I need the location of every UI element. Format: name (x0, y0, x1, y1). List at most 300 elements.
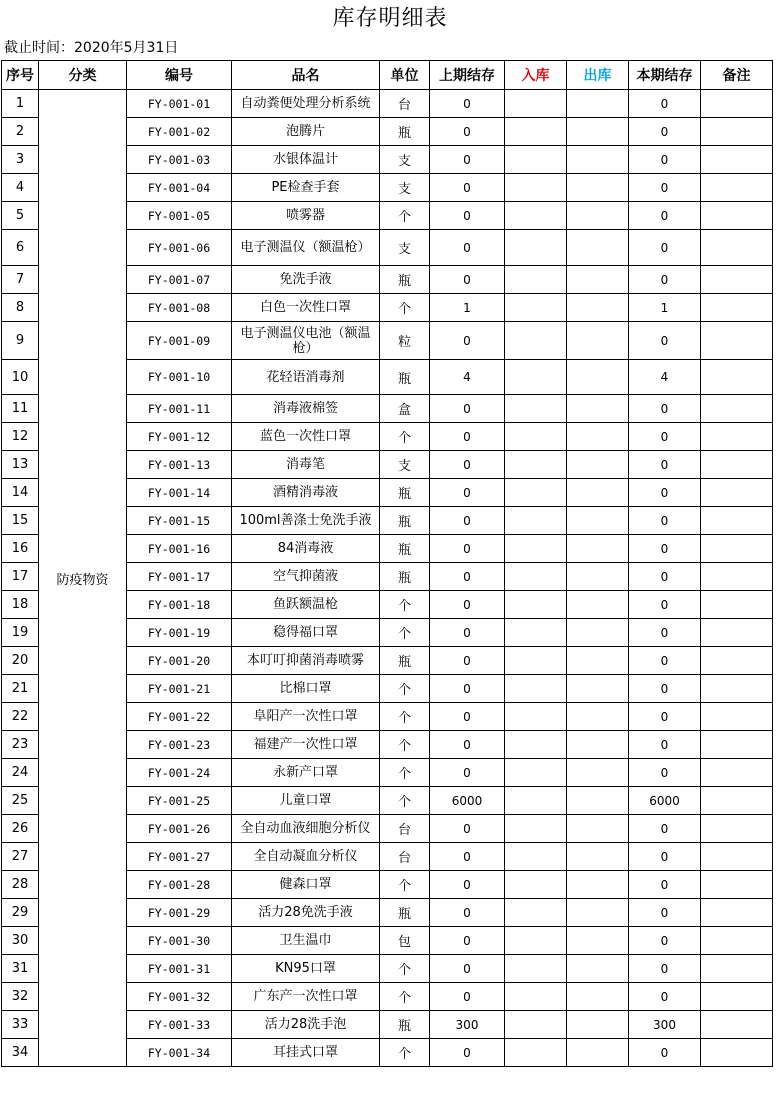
cell-name[interactable]: 免洗手液 (232, 266, 380, 294)
cell-name[interactable]: 永新产口罩 (232, 759, 380, 787)
cell-prev-balance[interactable]: 0 (430, 395, 505, 423)
cell-note[interactable] (701, 703, 773, 731)
cell-outbound[interactable] (567, 955, 629, 983)
cell-name[interactable]: 健森口罩 (232, 871, 380, 899)
cell-prev-balance[interactable]: 0 (430, 759, 505, 787)
cell-inbound[interactable] (505, 90, 567, 118)
cell-note[interactable] (701, 815, 773, 843)
cell-no[interactable]: 1 (2, 90, 39, 118)
cell-inbound[interactable] (505, 787, 567, 815)
cell-code[interactable]: FY-001-06 (127, 230, 232, 266)
cell-name[interactable]: 儿童口罩 (232, 787, 380, 815)
cell-code[interactable]: FY-001-32 (127, 983, 232, 1011)
cell-outbound[interactable] (567, 322, 629, 360)
cell-current-balance[interactable]: 0 (629, 899, 701, 927)
cell-outbound[interactable] (567, 266, 629, 294)
cell-inbound[interactable] (505, 535, 567, 563)
cell-no[interactable]: 28 (2, 871, 39, 899)
cell-name[interactable]: 耳挂式口罩 (232, 1039, 380, 1067)
cell-no[interactable]: 8 (2, 294, 39, 322)
cell-inbound[interactable] (505, 983, 567, 1011)
cell-prev-balance[interactable]: 0 (430, 118, 505, 146)
cell-current-balance[interactable]: 0 (629, 322, 701, 360)
cell-inbound[interactable] (505, 507, 567, 535)
cell-unit[interactable]: 台 (380, 815, 430, 843)
cell-note[interactable] (701, 360, 773, 395)
cell-unit[interactable]: 个 (380, 294, 430, 322)
cell-outbound[interactable] (567, 703, 629, 731)
cell-no[interactable]: 31 (2, 955, 39, 983)
cell-name[interactable]: 泡腾片 (232, 118, 380, 146)
cell-outbound[interactable] (567, 591, 629, 619)
cell-outbound[interactable] (567, 871, 629, 899)
cell-outbound[interactable] (567, 451, 629, 479)
cell-current-balance[interactable]: 0 (629, 619, 701, 647)
cell-note[interactable] (701, 535, 773, 563)
cell-prev-balance[interactable]: 0 (430, 619, 505, 647)
cell-current-balance[interactable]: 0 (629, 535, 701, 563)
cell-unit[interactable]: 瓶 (380, 535, 430, 563)
cell-unit[interactable]: 瓶 (380, 647, 430, 675)
cell-name[interactable]: 活力28洗手泡 (232, 1011, 380, 1039)
cell-current-balance[interactable]: 0 (629, 955, 701, 983)
cell-note[interactable] (701, 899, 773, 927)
cell-inbound[interactable] (505, 294, 567, 322)
cell-unit[interactable]: 瓶 (380, 899, 430, 927)
cell-inbound[interactable] (505, 174, 567, 202)
cell-current-balance[interactable]: 0 (629, 563, 701, 591)
cell-prev-balance[interactable]: 0 (430, 535, 505, 563)
cell-prev-balance[interactable]: 0 (430, 815, 505, 843)
cell-outbound[interactable] (567, 395, 629, 423)
cell-prev-balance[interactable]: 0 (430, 675, 505, 703)
cell-unit[interactable]: 个 (380, 423, 430, 451)
cell-note[interactable] (701, 759, 773, 787)
cell-no[interactable]: 15 (2, 507, 39, 535)
cell-name[interactable]: 福建产一次性口罩 (232, 731, 380, 759)
cell-no[interactable]: 17 (2, 563, 39, 591)
cell-unit[interactable]: 瓶 (380, 507, 430, 535)
cell-inbound[interactable] (505, 955, 567, 983)
cell-code[interactable]: FY-001-10 (127, 360, 232, 395)
cell-outbound[interactable] (567, 787, 629, 815)
cell-name[interactable]: 活力28免洗手液 (232, 899, 380, 927)
cell-inbound[interactable] (505, 146, 567, 174)
cell-outbound[interactable] (567, 843, 629, 871)
cell-code[interactable]: FY-001-31 (127, 955, 232, 983)
cell-name[interactable]: 消毒笔 (232, 451, 380, 479)
cell-note[interactable] (701, 423, 773, 451)
cell-note[interactable] (701, 619, 773, 647)
cell-unit[interactable]: 个 (380, 703, 430, 731)
cell-current-balance[interactable]: 0 (629, 591, 701, 619)
cell-inbound[interactable] (505, 230, 567, 266)
cell-prev-balance[interactable]: 0 (430, 322, 505, 360)
cell-outbound[interactable] (567, 118, 629, 146)
cell-no[interactable]: 30 (2, 927, 39, 955)
cell-code[interactable]: FY-001-02 (127, 118, 232, 146)
cell-inbound[interactable] (505, 619, 567, 647)
cell-prev-balance[interactable]: 0 (430, 731, 505, 759)
cell-name[interactable]: 消毒液棉签 (232, 395, 380, 423)
cell-current-balance[interactable]: 0 (629, 146, 701, 174)
cell-unit[interactable]: 台 (380, 843, 430, 871)
cell-code[interactable]: FY-001-15 (127, 507, 232, 535)
cell-no[interactable]: 24 (2, 759, 39, 787)
cell-no[interactable]: 2 (2, 118, 39, 146)
cell-no[interactable]: 7 (2, 266, 39, 294)
cell-code[interactable]: FY-001-28 (127, 871, 232, 899)
header-name[interactable]: 品名 (232, 61, 380, 90)
cell-note[interactable] (701, 230, 773, 266)
cell-note[interactable] (701, 266, 773, 294)
cell-name[interactable]: 喷雾器 (232, 202, 380, 230)
cell-inbound[interactable] (505, 423, 567, 451)
cell-unit[interactable]: 支 (380, 174, 430, 202)
cell-unit[interactable]: 瓶 (380, 266, 430, 294)
cell-outbound[interactable] (567, 479, 629, 507)
cell-unit[interactable]: 个 (380, 731, 430, 759)
cell-unit[interactable]: 瓶 (380, 479, 430, 507)
cell-inbound[interactable] (505, 843, 567, 871)
cell-unit[interactable]: 个 (380, 1039, 430, 1067)
cell-no[interactable]: 11 (2, 395, 39, 423)
cell-outbound[interactable] (567, 563, 629, 591)
cell-outbound[interactable] (567, 174, 629, 202)
cell-current-balance[interactable]: 0 (629, 395, 701, 423)
cell-code[interactable]: FY-001-34 (127, 1039, 232, 1067)
cell-code[interactable]: FY-001-09 (127, 322, 232, 360)
cell-prev-balance[interactable]: 0 (430, 955, 505, 983)
cell-outbound[interactable] (567, 507, 629, 535)
cell-no[interactable]: 3 (2, 146, 39, 174)
cell-no[interactable]: 19 (2, 619, 39, 647)
cell-unit[interactable]: 粒 (380, 322, 430, 360)
cell-name[interactable]: 鱼跃额温枪 (232, 591, 380, 619)
header-code[interactable]: 编号 (127, 61, 232, 90)
cell-name[interactable]: 卫生温巾 (232, 927, 380, 955)
cell-no[interactable]: 29 (2, 899, 39, 927)
cell-inbound[interactable] (505, 1011, 567, 1039)
cell-note[interactable] (701, 927, 773, 955)
cell-no[interactable]: 22 (2, 703, 39, 731)
cell-code[interactable]: FY-001-14 (127, 479, 232, 507)
cell-note[interactable] (701, 451, 773, 479)
cell-code[interactable]: FY-001-18 (127, 591, 232, 619)
cell-outbound[interactable] (567, 815, 629, 843)
cell-note[interactable] (701, 90, 773, 118)
cell-code[interactable]: FY-001-23 (127, 731, 232, 759)
cell-note[interactable] (701, 647, 773, 675)
cell-current-balance[interactable]: 0 (629, 647, 701, 675)
cell-inbound[interactable] (505, 927, 567, 955)
cell-no[interactable]: 23 (2, 731, 39, 759)
cell-name[interactable]: PE检查手套 (232, 174, 380, 202)
cell-prev-balance[interactable]: 0 (430, 647, 505, 675)
cell-note[interactable] (701, 675, 773, 703)
cell-unit[interactable]: 包 (380, 927, 430, 955)
cell-note[interactable] (701, 322, 773, 360)
cell-inbound[interactable] (505, 451, 567, 479)
cell-note[interactable] (701, 479, 773, 507)
cell-outbound[interactable] (567, 423, 629, 451)
cell-no[interactable]: 14 (2, 479, 39, 507)
cell-code[interactable]: FY-001-30 (127, 927, 232, 955)
cell-code[interactable]: FY-001-08 (127, 294, 232, 322)
cell-name[interactable]: 白色一次性口罩 (232, 294, 380, 322)
cell-code[interactable]: FY-001-13 (127, 451, 232, 479)
cell-no[interactable]: 21 (2, 675, 39, 703)
cell-name[interactable]: 100ml善涤士免洗手液 (232, 507, 380, 535)
cell-note[interactable] (701, 202, 773, 230)
cell-prev-balance[interactable]: 0 (430, 507, 505, 535)
cell-current-balance[interactable]: 0 (629, 675, 701, 703)
cell-no[interactable]: 32 (2, 983, 39, 1011)
header-unit[interactable]: 单位 (380, 61, 430, 90)
cell-unit[interactable]: 支 (380, 451, 430, 479)
cell-name[interactable]: 电子测温仪（额温枪） (232, 230, 380, 266)
header-category[interactable]: 分类 (39, 61, 127, 90)
cell-current-balance[interactable]: 4 (629, 360, 701, 395)
cell-current-balance[interactable]: 6000 (629, 787, 701, 815)
cell-note[interactable] (701, 1011, 773, 1039)
cell-unit[interactable]: 瓶 (380, 360, 430, 395)
cell-name[interactable]: 花轻语消毒剂 (232, 360, 380, 395)
cell-prev-balance[interactable]: 0 (430, 591, 505, 619)
cell-unit[interactable]: 瓶 (380, 118, 430, 146)
cell-current-balance[interactable]: 0 (629, 927, 701, 955)
cell-inbound[interactable] (505, 360, 567, 395)
cell-note[interactable] (701, 871, 773, 899)
cell-inbound[interactable] (505, 118, 567, 146)
cell-no[interactable]: 34 (2, 1039, 39, 1067)
cell-prev-balance[interactable]: 0 (430, 927, 505, 955)
cell-name[interactable]: KN95口罩 (232, 955, 380, 983)
cell-no[interactable]: 10 (2, 360, 39, 395)
cell-no[interactable]: 6 (2, 230, 39, 266)
cell-current-balance[interactable]: 0 (629, 90, 701, 118)
cell-note[interactable] (701, 118, 773, 146)
cell-outbound[interactable] (567, 731, 629, 759)
cell-code[interactable]: FY-001-24 (127, 759, 232, 787)
cell-code[interactable]: FY-001-29 (127, 899, 232, 927)
cell-no[interactable]: 33 (2, 1011, 39, 1039)
cell-unit[interactable]: 个 (380, 871, 430, 899)
cell-inbound[interactable] (505, 266, 567, 294)
cell-current-balance[interactable]: 0 (629, 451, 701, 479)
cell-inbound[interactable] (505, 479, 567, 507)
cell-inbound[interactable] (505, 899, 567, 927)
cell-code[interactable]: FY-001-27 (127, 843, 232, 871)
cell-inbound[interactable] (505, 759, 567, 787)
cell-prev-balance[interactable]: 0 (430, 451, 505, 479)
cell-unit[interactable]: 个 (380, 591, 430, 619)
cell-prev-balance[interactable]: 300 (430, 1011, 505, 1039)
header-prev-balance[interactable]: 上期结存 (430, 61, 505, 90)
cell-current-balance[interactable]: 0 (629, 118, 701, 146)
cell-no[interactable]: 9 (2, 322, 39, 360)
cell-unit[interactable]: 个 (380, 983, 430, 1011)
cell-outbound[interactable] (567, 294, 629, 322)
cell-prev-balance[interactable]: 0 (430, 479, 505, 507)
header-current-balance[interactable]: 本期结存 (629, 61, 701, 90)
cell-code[interactable]: FY-001-25 (127, 787, 232, 815)
cell-category[interactable]: 防疫物资 (39, 90, 127, 1067)
cell-inbound[interactable] (505, 563, 567, 591)
cell-no[interactable]: 13 (2, 451, 39, 479)
cell-name[interactable]: 广东产一次性口罩 (232, 983, 380, 1011)
cell-name[interactable]: 空气抑菌液 (232, 563, 380, 591)
cell-unit[interactable]: 瓶 (380, 1011, 430, 1039)
cell-outbound[interactable] (567, 619, 629, 647)
cell-code[interactable]: FY-001-20 (127, 647, 232, 675)
cell-inbound[interactable] (505, 395, 567, 423)
cell-outbound[interactable] (567, 90, 629, 118)
cell-outbound[interactable] (567, 1011, 629, 1039)
cell-name[interactable]: 比棉口罩 (232, 675, 380, 703)
cell-name[interactable]: 电子测温仪电池（额温枪） (232, 322, 380, 360)
cell-unit[interactable]: 个 (380, 675, 430, 703)
cell-name[interactable]: 蓝色一次性口罩 (232, 423, 380, 451)
header-no[interactable]: 序号 (2, 61, 39, 90)
cell-code[interactable]: FY-001-12 (127, 423, 232, 451)
cell-prev-balance[interactable]: 0 (430, 230, 505, 266)
cell-no[interactable]: 20 (2, 647, 39, 675)
cell-prev-balance[interactable]: 0 (430, 983, 505, 1011)
cell-inbound[interactable] (505, 202, 567, 230)
cell-inbound[interactable] (505, 591, 567, 619)
cell-no[interactable]: 12 (2, 423, 39, 451)
cell-no[interactable]: 16 (2, 535, 39, 563)
cell-code[interactable]: FY-001-11 (127, 395, 232, 423)
cell-outbound[interactable] (567, 675, 629, 703)
cell-outbound[interactable] (567, 899, 629, 927)
cell-code[interactable]: FY-001-33 (127, 1011, 232, 1039)
cell-name[interactable]: 酒精消毒液 (232, 479, 380, 507)
cell-note[interactable] (701, 1039, 773, 1067)
cell-outbound[interactable] (567, 759, 629, 787)
cell-prev-balance[interactable]: 0 (430, 202, 505, 230)
cell-code[interactable]: FY-001-19 (127, 619, 232, 647)
cell-current-balance[interactable]: 0 (629, 230, 701, 266)
cell-unit[interactable]: 个 (380, 955, 430, 983)
cell-outbound[interactable] (567, 230, 629, 266)
cell-code[interactable]: FY-001-04 (127, 174, 232, 202)
cell-code[interactable]: FY-001-05 (127, 202, 232, 230)
cell-inbound[interactable] (505, 815, 567, 843)
cell-unit[interactable]: 个 (380, 619, 430, 647)
cell-name[interactable]: 84消毒液 (232, 535, 380, 563)
cell-prev-balance[interactable]: 0 (430, 871, 505, 899)
cell-inbound[interactable] (505, 322, 567, 360)
cell-note[interactable] (701, 843, 773, 871)
cell-note[interactable] (701, 983, 773, 1011)
cell-current-balance[interactable]: 0 (629, 202, 701, 230)
cell-current-balance[interactable]: 0 (629, 731, 701, 759)
cell-prev-balance[interactable]: 0 (430, 90, 505, 118)
cell-note[interactable] (701, 591, 773, 619)
cell-unit[interactable]: 支 (380, 146, 430, 174)
cell-name[interactable]: 阜阳产一次性口罩 (232, 703, 380, 731)
cell-current-balance[interactable]: 0 (629, 423, 701, 451)
cell-prev-balance[interactable]: 0 (430, 899, 505, 927)
cell-no[interactable]: 26 (2, 815, 39, 843)
cell-note[interactable] (701, 395, 773, 423)
cell-current-balance[interactable]: 0 (629, 983, 701, 1011)
cell-prev-balance[interactable]: 4 (430, 360, 505, 395)
cell-prev-balance[interactable]: 0 (430, 423, 505, 451)
cell-code[interactable]: FY-001-16 (127, 535, 232, 563)
cell-code[interactable]: FY-001-21 (127, 675, 232, 703)
cell-prev-balance[interactable]: 0 (430, 843, 505, 871)
cell-outbound[interactable] (567, 983, 629, 1011)
cell-unit[interactable]: 台 (380, 90, 430, 118)
cell-name[interactable]: 自动粪便处理分析系统 (232, 90, 380, 118)
cell-name[interactable]: 本叮叮抑菌消毒喷雾 (232, 647, 380, 675)
cell-code[interactable]: FY-001-07 (127, 266, 232, 294)
cell-current-balance[interactable]: 0 (629, 266, 701, 294)
cell-current-balance[interactable]: 0 (629, 843, 701, 871)
cell-prev-balance[interactable]: 0 (430, 266, 505, 294)
cell-prev-balance[interactable]: 0 (430, 1039, 505, 1067)
cell-inbound[interactable] (505, 703, 567, 731)
cell-outbound[interactable] (567, 146, 629, 174)
cell-current-balance[interactable]: 0 (629, 759, 701, 787)
cell-current-balance[interactable]: 0 (629, 479, 701, 507)
cell-note[interactable] (701, 146, 773, 174)
cell-no[interactable]: 18 (2, 591, 39, 619)
cell-current-balance[interactable]: 0 (629, 871, 701, 899)
header-inbound[interactable]: 入库 (505, 61, 567, 90)
cell-unit[interactable]: 个 (380, 759, 430, 787)
cell-unit[interactable]: 个 (380, 787, 430, 815)
cell-no[interactable]: 5 (2, 202, 39, 230)
cell-current-balance[interactable]: 0 (629, 174, 701, 202)
cell-outbound[interactable] (567, 647, 629, 675)
cell-outbound[interactable] (567, 1039, 629, 1067)
cell-current-balance[interactable]: 0 (629, 1039, 701, 1067)
cell-note[interactable] (701, 294, 773, 322)
header-outbound[interactable]: 出库 (567, 61, 629, 90)
cell-current-balance[interactable]: 0 (629, 703, 701, 731)
cell-prev-balance[interactable]: 0 (430, 563, 505, 591)
cell-prev-balance[interactable]: 0 (430, 703, 505, 731)
cell-prev-balance[interactable]: 6000 (430, 787, 505, 815)
cell-code[interactable]: FY-001-22 (127, 703, 232, 731)
cell-inbound[interactable] (505, 731, 567, 759)
cell-note[interactable] (701, 563, 773, 591)
cell-inbound[interactable] (505, 647, 567, 675)
cell-inbound[interactable] (505, 1039, 567, 1067)
cell-code[interactable]: FY-001-26 (127, 815, 232, 843)
cell-name[interactable]: 水银体温计 (232, 146, 380, 174)
cell-code[interactable]: FY-001-03 (127, 146, 232, 174)
cell-prev-balance[interactable]: 0 (430, 146, 505, 174)
cell-current-balance[interactable]: 0 (629, 815, 701, 843)
cell-unit[interactable]: 个 (380, 202, 430, 230)
cell-note[interactable] (701, 787, 773, 815)
cell-prev-balance[interactable]: 0 (430, 174, 505, 202)
cell-no[interactable]: 4 (2, 174, 39, 202)
cell-no[interactable]: 27 (2, 843, 39, 871)
cell-name[interactable]: 全自动血液细胞分析仪 (232, 815, 380, 843)
cell-current-balance[interactable]: 1 (629, 294, 701, 322)
cell-code[interactable]: FY-001-01 (127, 90, 232, 118)
cell-note[interactable] (701, 174, 773, 202)
cell-prev-balance[interactable]: 1 (430, 294, 505, 322)
cell-note[interactable] (701, 955, 773, 983)
cell-note[interactable] (701, 507, 773, 535)
